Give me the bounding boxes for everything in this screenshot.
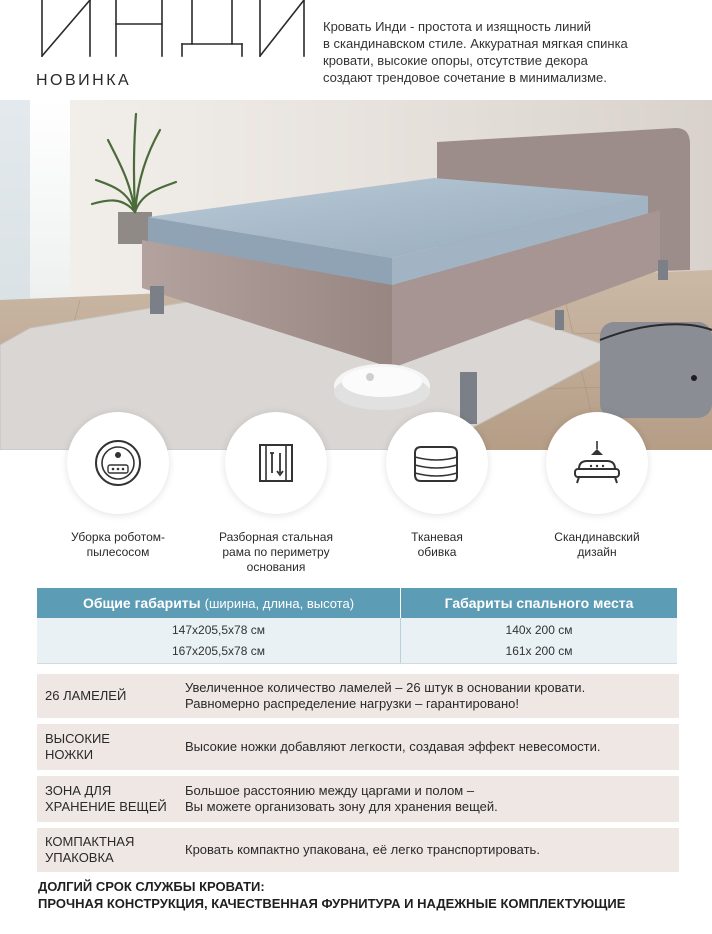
feature-robot-vacuum [43,412,193,560]
spec-key [37,724,177,770]
spec-list [37,674,679,872]
product-photo [0,100,712,450]
footer-line: ПРОЧНАЯ КОНСТРУКЦИЯ, КАЧЕСТВЕННАЯ ФУРНИТУРА И НАДЕЖНЫЕ КОМПЛЕКТУЮЩИЕ [38,896,626,911]
feature-label [362,530,512,560]
feature-scandinavian [522,412,672,560]
steel-frame-icon [252,439,300,487]
feature-fabric [362,412,512,560]
intro-line: Кровать Инди - простота и изящность линий [323,19,592,34]
spec-value-line: Большое расстоянию между царгами и полом – [185,783,475,798]
table-cell: 167x205,5x78 см [172,643,265,658]
spec-value [177,828,679,872]
spec-key-line: КОМПАКТНАЯ [45,834,135,849]
spec-row-packaging [37,828,679,872]
spec-value-line: Увеличенное количество ламелей – 26 штук в основании кровати. [185,680,586,695]
footer-line: ДОЛГИЙ СРОК СЛУЖБЫ КРОВАТИ: [38,879,265,894]
spec-row-legs [37,724,679,770]
feature-label [43,530,193,560]
feature-label-line: Разборная стальная [219,530,333,544]
spec-value [177,674,679,718]
table-cell: 161x 200 см [505,643,573,658]
spec-key-line: УПАКОВКА [45,850,114,865]
footer-note [38,878,688,912]
spec-row-slats [37,674,679,718]
feature-label-line: обивка [417,545,457,559]
spec-key [37,828,177,872]
feature-circle [386,412,488,514]
sleeping-dimensions-title: Габариты спального места [444,595,634,611]
dimensions-table [37,588,677,664]
header [0,0,712,100]
dimensions-body [37,618,677,664]
new-badge: НОВИНКА [36,72,132,89]
spec-value-line: Вы можете организовать зону для хранения вещей. [185,799,498,814]
spec-row-storage [37,776,679,822]
intro-line: создают трендовое сочетание в минимализме. [323,70,607,85]
spec-value-line: Высокие ножки добавляют легкости, создавая эффект невесомости. [185,739,601,754]
robot-vacuum-icon [92,437,144,489]
feature-label-line: пылесосом [86,545,150,559]
feature-circle [546,412,648,514]
intro-text [323,18,693,86]
spec-key-line: 26 ЛАМЕЛЕЙ [45,688,127,703]
spec-value-line: Кровать компактно упакована, её легко транспортировать. [185,842,540,857]
feature-label [522,530,672,560]
feature-label-line: рама по периметру [222,545,330,559]
overall-dimensions-header [37,588,400,618]
spec-value-line: Равномерно распределение нагрузки – гарантировано! [185,696,519,711]
intro-line: кровати, высокие опоры, отсутствие декора [323,53,588,68]
spec-key-line: ХРАНЕНИЕ ВЕЩЕЙ [45,799,167,814]
table-cell: 140x 200 см [505,622,573,637]
features-row [0,412,712,582]
feature-label [201,530,351,575]
overall-dimensions-cells [37,618,400,663]
sleeping-dimensions-cells [400,618,677,663]
feature-label-line: основания [246,560,306,574]
feature-circle [225,412,327,514]
feature-label-line: Тканевая [411,530,463,544]
intro-line: в скандинавском стиле. Аккуратная мягкая спинка [323,36,628,51]
spec-value [177,776,679,822]
feature-label-line: Скандинавский [554,530,640,544]
sleeping-dimensions-header [400,588,677,618]
spec-key-line: ВЫСОКИЕ [45,731,110,746]
dimensions-header [37,588,677,618]
brand-logo [38,0,308,62]
overall-dimensions-title: Общие габариты [82,595,201,611]
overall-dimensions-note: (ширина, длина, высота) [204,595,355,611]
spec-key-line: НОЖКИ [45,747,94,762]
feature-steel-frame [201,412,351,575]
spec-key [37,776,177,822]
feature-label-line: дизайн [577,545,617,559]
feature-circle [67,412,169,514]
scandinavian-sofa-icon [569,439,625,487]
spec-key-line: ЗОНА ДЛЯ [45,783,112,798]
feature-label-line: Уборка роботом- [70,530,165,544]
table-cell: 147x205,5x78 см [172,622,265,637]
spec-key [37,674,177,718]
fabric-roll-icon [411,439,463,487]
spec-value [177,724,679,770]
